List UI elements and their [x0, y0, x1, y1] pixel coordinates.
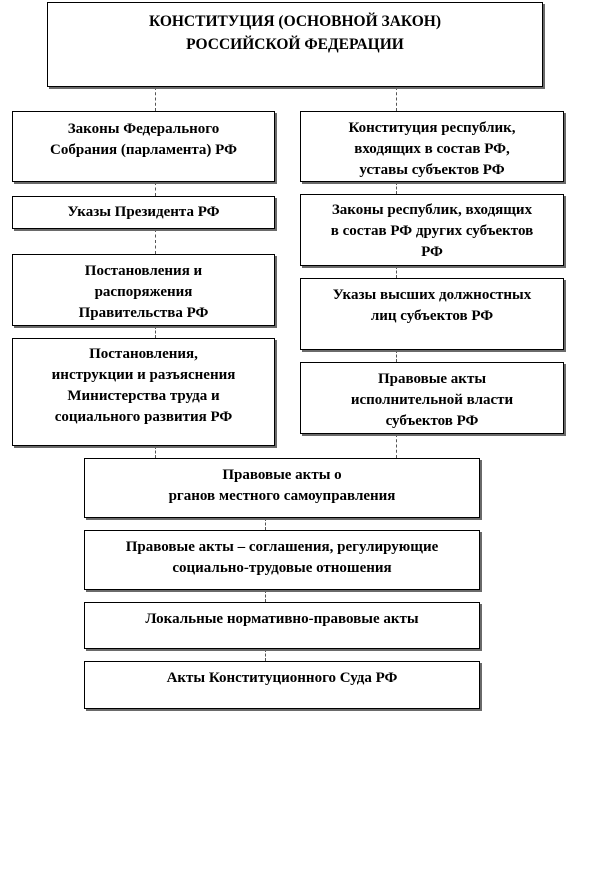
federal-laws-label: Законы Федерального Собрания (парламента) РФ: [50, 121, 237, 158]
subject-officials-decrees-label: Указы высших должностных лиц субъектов РФ: [332, 287, 532, 324]
government-resolutions-box: [12, 254, 275, 326]
local-normative-acts-label: Локальные нормативно-правовые акты: [145, 611, 419, 627]
local-government-acts-box: [84, 458, 480, 518]
connector-line: [155, 182, 156, 196]
connector-line: [265, 590, 266, 602]
agreements-box: [84, 530, 480, 590]
ministry-acts-label: Постановления, инструкции и разъяснения Министерства труда и социального развития РФ: [51, 346, 236, 425]
agreements-label: Правовые акты – соглашения, регулирующие социально-трудовые отношения: [125, 539, 439, 576]
connector-line: [396, 87, 397, 111]
connector-line: [265, 518, 266, 530]
government-resolutions-label: Постановления и распоряжения Правительства РФ: [78, 263, 209, 321]
republic-constitutions-box: [300, 111, 564, 182]
president-decrees-label: Указы Президента РФ: [67, 204, 220, 220]
constitution-box: [47, 2, 543, 87]
constitution-title: КОНСТИТУЦИЯ (ОСНОВНОЙ ЗАКОН) РОССИЙСКОЙ ФЕДЕРАЦИИ: [148, 13, 442, 53]
subject-officials-decrees-box: [300, 278, 564, 350]
connector-line: [396, 350, 397, 362]
connector-line: [396, 182, 397, 194]
president-decrees-box: [12, 196, 275, 229]
connector-line: [396, 434, 397, 458]
local-government-acts-label: Правовые акты о рганов местного самоуправления: [168, 467, 396, 504]
subject-executive-acts-label: Правовые акты исполнительной власти субъектов РФ: [350, 371, 514, 429]
republic-laws-label: Законы республик, входящих в состав РФ других субъектов РФ: [330, 202, 534, 260]
connector-line: [155, 229, 156, 254]
connector-line: [265, 649, 266, 661]
ministry-acts-box: [12, 338, 275, 446]
subject-executive-acts-box: [300, 362, 564, 434]
federal-laws-box: [12, 111, 275, 182]
republic-laws-box: [300, 194, 564, 266]
constitutional-court-acts-box: [84, 661, 480, 709]
connector-line: [155, 87, 156, 111]
local-normative-acts-box: [84, 602, 480, 649]
connector-line: [155, 326, 156, 338]
republic-constitutions-label: Конституция республик, входящих в состав РФ, уставы субъектов РФ: [348, 120, 516, 178]
constitutional-court-acts-label: Акты Конституционного Суда РФ: [166, 670, 398, 686]
connector-line: [396, 266, 397, 278]
connector-line: [155, 446, 156, 458]
